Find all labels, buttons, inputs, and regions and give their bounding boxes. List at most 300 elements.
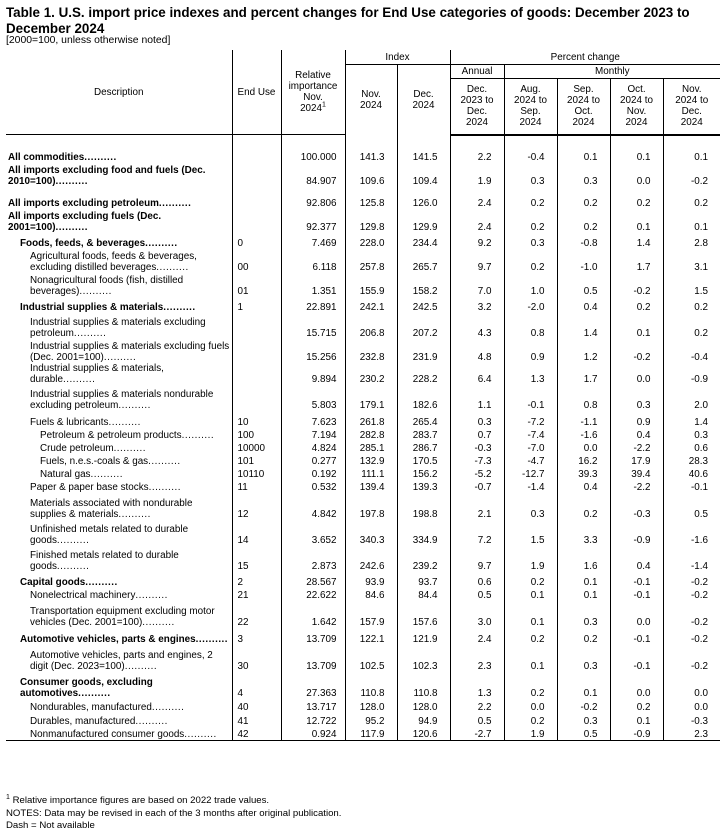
row-end-use-code <box>232 313 281 339</box>
cell-pct-oct-nov: -0.1 <box>610 588 663 601</box>
cell-pct-annual: 0.7 <box>450 428 504 441</box>
cell-pct-aug-sep: -4.7 <box>504 454 557 467</box>
cell-pct-aug-sep: 0.3 <box>504 493 557 520</box>
cell-pct-sep-oct: -1.0 <box>557 249 610 273</box>
table-row <box>6 233 720 249</box>
row-end-use-code: 15 <box>232 546 281 572</box>
cell-pct-annual: -0.7 <box>450 480 504 493</box>
cell-pct-nov-dec: -0.2 <box>663 601 720 628</box>
cell-pct-oct-nov: -0.1 <box>610 645 663 672</box>
row-description <box>6 645 232 672</box>
row-end-use-code: 40 <box>232 699 281 713</box>
cell-index-dec: 141.5 <box>397 135 450 163</box>
cell-pct-oct-nov: 0.2 <box>610 297 663 313</box>
cell-pct-aug-sep: 0.1 <box>504 601 557 628</box>
cell-pct-aug-sep: 0.2 <box>504 572 557 588</box>
cell-pct-nov-dec: -1.4 <box>663 546 720 572</box>
cell-pct-sep-oct: 1.2 <box>557 339 610 363</box>
cell-relative-importance: 1.642 <box>281 601 345 628</box>
cell-pct-sep-oct: -0.2 <box>557 699 610 713</box>
cell-pct-annual: 0.3 <box>450 411 504 428</box>
cell-pct-annual: 7.2 <box>450 520 504 546</box>
cell-pct-oct-nov: -0.9 <box>610 727 663 741</box>
cell-pct-sep-oct: 0.1 <box>557 588 610 601</box>
cell-index-nov: 122.1 <box>345 628 397 645</box>
cell-pct-annual: -2.7 <box>450 727 504 741</box>
cell-relative-importance: 92.377 <box>281 209 345 233</box>
cell-pct-oct-nov: 0.0 <box>610 363 663 385</box>
cell-pct-annual: 0.5 <box>450 713 504 727</box>
row-end-use-code <box>232 135 281 163</box>
row-end-use-code: 10110 <box>232 467 281 480</box>
row-description <box>6 313 232 339</box>
cell-pct-nov-dec: -0.9 <box>663 363 720 385</box>
cell-index-nov: 125.8 <box>345 187 397 209</box>
table-row <box>6 588 720 601</box>
row-end-use-code: 10000 <box>232 441 281 454</box>
row-description-text: Transportation equipment excluding motor vehicles (Dec. 2001=100).......... <box>30 605 215 628</box>
cell-index-dec: 109.4 <box>397 163 450 187</box>
leader-dots: .......... <box>118 399 151 411</box>
header-description: Description <box>6 50 232 135</box>
cell-pct-sep-oct: 0.5 <box>557 727 610 741</box>
cell-index-nov: 257.8 <box>345 249 397 273</box>
cell-pct-sep-oct: 1.7 <box>557 363 610 385</box>
row-description <box>6 187 232 209</box>
row-end-use-code: 101 <box>232 454 281 467</box>
row-end-use-code: 12 <box>232 493 281 520</box>
cell-pct-oct-nov: -0.2 <box>610 273 663 297</box>
row-description <box>6 601 232 628</box>
row-description-text: Durables, manufactured.......... <box>30 715 168 727</box>
leader-dots: .......... <box>148 481 182 493</box>
cell-relative-importance: 4.824 <box>281 441 345 454</box>
row-description-text: Materials associated with nondurable supplies & materials.......... <box>30 497 193 520</box>
cell-index-nov: 111.1 <box>345 467 397 480</box>
cell-relative-importance: 100.000 <box>281 135 345 163</box>
table-row <box>6 187 720 209</box>
cell-pct-nov-dec: 3.1 <box>663 249 720 273</box>
cell-pct-nov-dec: -0.1 <box>663 480 720 493</box>
cell-pct-oct-nov: 17.9 <box>610 454 663 467</box>
cell-index-dec: 228.2 <box>397 363 450 385</box>
cell-index-nov: 110.8 <box>345 672 397 699</box>
cell-relative-importance: 5.803 <box>281 385 345 411</box>
header-monthly: Monthly <box>504 65 720 79</box>
cell-pct-sep-oct: 0.3 <box>557 163 610 187</box>
row-description <box>6 699 232 713</box>
cell-pct-annual: 4.3 <box>450 313 504 339</box>
row-description-text: Fuels, n.e.s.-coals & gas.......... <box>40 455 181 467</box>
cell-pct-sep-oct: 0.3 <box>557 645 610 672</box>
row-description-text: Natural gas.......... <box>40 468 123 480</box>
cell-pct-nov-dec: 2.3 <box>663 727 720 741</box>
header-index-dec: Dec. 2024 <box>397 65 450 135</box>
cell-index-dec: 126.0 <box>397 187 450 209</box>
table-row <box>6 411 720 428</box>
row-end-use-code: 100 <box>232 428 281 441</box>
row-description-text: Industrial supplies & materials excluding petroleum.......... <box>30 316 206 339</box>
cell-index-nov: 129.8 <box>345 209 397 233</box>
cell-pct-sep-oct: 0.1 <box>557 672 610 699</box>
cell-pct-annual: 2.3 <box>450 645 504 672</box>
row-description <box>6 467 232 480</box>
cell-relative-importance: 0.192 <box>281 467 345 480</box>
cell-index-dec: 139.3 <box>397 480 450 493</box>
cell-pct-annual: 9.2 <box>450 233 504 249</box>
row-description <box>6 209 232 233</box>
table-row <box>6 628 720 645</box>
cell-index-dec: 207.2 <box>397 313 450 339</box>
table-row <box>6 713 720 727</box>
header-index-group: Index <box>345 50 450 65</box>
row-end-use-code <box>232 339 281 363</box>
cell-index-dec: 231.9 <box>397 339 450 363</box>
cell-pct-aug-sep: -1.4 <box>504 480 557 493</box>
cell-pct-sep-oct: -1.6 <box>557 428 610 441</box>
cell-index-nov: 117.9 <box>345 727 397 741</box>
leader-dots: .......... <box>62 373 96 385</box>
cell-pct-aug-sep: 1.5 <box>504 520 557 546</box>
leader-dots: .......... <box>135 715 168 727</box>
cell-pct-aug-sep: 0.2 <box>504 249 557 273</box>
cell-pct-aug-sep: -7.2 <box>504 411 557 428</box>
notes-dash: Dash = Not available <box>6 820 95 831</box>
cell-index-dec: 265.4 <box>397 411 450 428</box>
header-pc-annual: Dec. 2023 to Dec. 2024 <box>450 79 504 135</box>
cell-pct-sep-oct: -0.8 <box>557 233 610 249</box>
cell-index-nov: 102.5 <box>345 645 397 672</box>
cell-pct-aug-sep: -7.4 <box>504 428 557 441</box>
row-description-text: Capital goods.......... <box>20 576 118 588</box>
leader-dots: .......... <box>135 589 168 601</box>
cell-index-dec: 198.8 <box>397 493 450 520</box>
cell-index-nov: 84.6 <box>345 588 397 601</box>
row-description <box>6 628 232 645</box>
row-description-text: All imports excluding food and fuels (Dec. 2010=100).......... <box>8 164 206 187</box>
table-row <box>6 385 720 411</box>
cell-pct-aug-sep: -12.7 <box>504 467 557 480</box>
table-row <box>6 645 720 672</box>
row-description <box>6 520 232 546</box>
cell-pct-nov-dec: -0.3 <box>663 713 720 727</box>
cell-pct-sep-oct: 39.3 <box>557 467 610 480</box>
table-row <box>6 363 720 385</box>
table-row <box>6 467 720 480</box>
cell-pct-nov-dec: 0.6 <box>663 441 720 454</box>
cell-pct-oct-nov: 1.4 <box>610 233 663 249</box>
cell-relative-importance: 7.469 <box>281 233 345 249</box>
row-description-text: Industrial supplies & materials excluding fuels (Dec. 2001=100).......... <box>30 340 230 363</box>
row-description-text: Automotive vehicles, parts & engines.......... <box>20 633 229 645</box>
cell-pct-oct-nov: 39.4 <box>610 467 663 480</box>
cell-pct-aug-sep: 0.3 <box>504 233 557 249</box>
cell-pct-aug-sep: 0.2 <box>504 628 557 645</box>
table-row <box>6 672 720 699</box>
cell-pct-nov-dec: 0.2 <box>663 187 720 209</box>
row-end-use-code <box>232 163 281 187</box>
cell-pct-oct-nov: -0.2 <box>610 339 663 363</box>
leader-dots: .......... <box>145 237 178 249</box>
row-end-use-code: 22 <box>232 601 281 628</box>
cell-pct-sep-oct: 0.1 <box>557 135 610 163</box>
table-row <box>6 546 720 572</box>
table-row <box>6 339 720 363</box>
cell-pct-oct-nov: 1.7 <box>610 249 663 273</box>
table-row <box>6 163 720 187</box>
table-row <box>6 727 720 741</box>
table-title: Table 1. U.S. import price indexes and percent changes for End Use categories of goods: December 2023 to December 2024 <box>6 5 690 36</box>
cell-relative-importance: 27.363 <box>281 672 345 699</box>
cell-pct-oct-nov: -0.9 <box>610 520 663 546</box>
cell-pct-annual: -5.2 <box>450 467 504 480</box>
leader-dots: .......... <box>113 442 146 454</box>
cell-pct-annual: 0.6 <box>450 572 504 588</box>
row-description-text: Nonelectrical machinery.......... <box>30 589 168 601</box>
cell-pct-sep-oct: 0.2 <box>557 493 610 520</box>
cell-relative-importance: 15.256 <box>281 339 345 363</box>
cell-pct-sep-oct: 0.3 <box>557 713 610 727</box>
row-end-use-code: 0 <box>232 233 281 249</box>
cell-pct-nov-dec: -0.2 <box>663 572 720 588</box>
cell-pct-sep-oct: 0.5 <box>557 273 610 297</box>
table-row <box>6 601 720 628</box>
header-pc-oct-nov: Oct. 2024 to Nov. 2024 <box>610 79 663 135</box>
cell-pct-aug-sep: -0.4 <box>504 135 557 163</box>
footnote-marker: 1 <box>322 101 326 109</box>
cell-pct-nov-dec: -1.6 <box>663 520 720 546</box>
cell-pct-oct-nov: 0.2 <box>610 699 663 713</box>
cell-pct-aug-sep: 0.2 <box>504 187 557 209</box>
cell-relative-importance: 13.709 <box>281 628 345 645</box>
cell-pct-sep-oct: 0.1 <box>557 572 610 588</box>
cell-pct-oct-nov: -0.1 <box>610 572 663 588</box>
cell-pct-oct-nov: -2.2 <box>610 480 663 493</box>
cell-index-nov: 93.9 <box>345 572 397 588</box>
cell-pct-nov-dec: 0.0 <box>663 699 720 713</box>
cell-relative-importance: 28.567 <box>281 572 345 588</box>
cell-pct-oct-nov: 0.1 <box>610 135 663 163</box>
import-price-table <box>6 50 720 741</box>
row-description-text: Automotive vehicles, parts and engines, 2 digit (Dec. 2023=100).......... <box>30 649 213 672</box>
cell-index-nov: 285.1 <box>345 441 397 454</box>
cell-pct-nov-dec: -0.2 <box>663 588 720 601</box>
cell-index-dec: 286.7 <box>397 441 450 454</box>
row-description <box>6 297 232 313</box>
cell-index-dec: 158.2 <box>397 273 450 297</box>
row-end-use-code: 42 <box>232 727 281 741</box>
leader-dots: .......... <box>148 455 181 467</box>
cell-pct-annual: 7.0 <box>450 273 504 297</box>
row-description-text: Finished metals related to durable goods.......... <box>30 549 179 572</box>
cell-pct-nov-dec: 2.8 <box>663 233 720 249</box>
cell-pct-aug-sep: 0.2 <box>504 672 557 699</box>
cell-pct-nov-dec: -0.2 <box>663 163 720 187</box>
row-end-use-code: 3 <box>232 628 281 645</box>
cell-pct-nov-dec: 0.2 <box>663 297 720 313</box>
cell-relative-importance: 2.873 <box>281 546 345 572</box>
cell-pct-oct-nov: 0.0 <box>610 601 663 628</box>
table-row <box>6 249 720 273</box>
cell-pct-oct-nov: 0.2 <box>610 187 663 209</box>
row-description-text: Petroleum & petroleum products.......... <box>40 429 215 441</box>
cell-index-nov: 242.1 <box>345 297 397 313</box>
header-pc-aug-sep: Aug. 2024 to Sep. 2024 <box>504 79 557 135</box>
cell-pct-annual: 2.4 <box>450 209 504 233</box>
cell-index-dec: 94.9 <box>397 713 450 727</box>
table-row <box>6 572 720 588</box>
row-end-use-code: 00 <box>232 249 281 273</box>
cell-index-nov: 242.6 <box>345 546 397 572</box>
cell-relative-importance: 22.891 <box>281 297 345 313</box>
row-end-use-code: 2 <box>232 572 281 588</box>
cell-pct-sep-oct: 0.2 <box>557 187 610 209</box>
table-row <box>6 428 720 441</box>
leader-dots: .......... <box>79 285 112 297</box>
cell-relative-importance: 6.118 <box>281 249 345 273</box>
row-end-use-code: 14 <box>232 520 281 546</box>
cell-relative-importance: 13.717 <box>281 699 345 713</box>
cell-pct-aug-sep: -2.0 <box>504 297 557 313</box>
cell-index-nov: 282.8 <box>345 428 397 441</box>
leader-dots: .......... <box>184 729 217 740</box>
row-description-text: Industrial supplies & materials.......... <box>20 301 196 313</box>
cell-relative-importance: 92.806 <box>281 187 345 209</box>
leader-dots: .......... <box>151 701 185 713</box>
cell-pct-oct-nov: 0.4 <box>610 428 663 441</box>
cell-pct-annual: 4.8 <box>450 339 504 363</box>
row-description-text: All commodities.......... <box>8 151 117 163</box>
cell-pct-annual: 9.7 <box>450 546 504 572</box>
cell-pct-nov-dec: 1.5 <box>663 273 720 297</box>
table-row <box>6 493 720 520</box>
cell-pct-aug-sep: 0.3 <box>504 163 557 187</box>
cell-pct-oct-nov: 0.9 <box>610 411 663 428</box>
cell-pct-annual: 9.7 <box>450 249 504 273</box>
cell-pct-sep-oct: 0.4 <box>557 297 610 313</box>
cell-index-dec: 93.7 <box>397 572 450 588</box>
cell-index-dec: 182.6 <box>397 385 450 411</box>
cell-index-nov: 155.9 <box>345 273 397 297</box>
row-end-use-code: 21 <box>232 588 281 601</box>
cell-index-dec: 242.5 <box>397 297 450 313</box>
table-row <box>6 454 720 467</box>
cell-index-dec: 265.7 <box>397 249 450 273</box>
leader-dots: .......... <box>156 261 189 273</box>
cell-pct-annual: 2.4 <box>450 628 504 645</box>
leader-dots: .......... <box>56 534 90 546</box>
footnote-1: $^1$ Relative importance figures are based on 2022 trade values. <box>6 793 270 806</box>
row-end-use-code: 01 <box>232 273 281 297</box>
row-end-use-code: 10 <box>232 411 281 428</box>
cell-pct-nov-dec: 28.3 <box>663 454 720 467</box>
leader-dots: .......... <box>84 151 117 163</box>
cell-index-nov: 95.2 <box>345 713 397 727</box>
cell-pct-nov-dec: 0.1 <box>663 209 720 233</box>
cell-pct-oct-nov: 0.4 <box>610 546 663 572</box>
header-annual: Annual <box>450 65 504 79</box>
cell-pct-sep-oct: 0.2 <box>557 209 610 233</box>
cell-pct-annual: 2.2 <box>450 699 504 713</box>
cell-relative-importance: 12.722 <box>281 713 345 727</box>
cell-index-nov: 179.1 <box>345 385 397 411</box>
cell-index-dec: 239.2 <box>397 546 450 572</box>
header-pc-nov-dec: Nov. 2024 to Dec. 2024 <box>663 79 720 135</box>
row-description-text: Nondurables, manufactured.......... <box>30 701 185 713</box>
table-notes <box>6 795 341 833</box>
cell-index-nov: 132.9 <box>345 454 397 467</box>
cell-index-nov: 232.8 <box>345 339 397 363</box>
cell-index-nov: 230.2 <box>345 363 397 385</box>
cell-pct-sep-oct: 3.3 <box>557 520 610 546</box>
row-description <box>6 441 232 454</box>
row-description-text: Unfinished metals related to durable goods.......... <box>30 523 189 546</box>
cell-pct-aug-sep: 0.0 <box>504 699 557 713</box>
row-description <box>6 385 232 411</box>
table-row <box>6 441 720 454</box>
cell-pct-annual: 3.2 <box>450 297 504 313</box>
row-end-use-code: 4 <box>232 672 281 699</box>
leader-dots: .......... <box>78 687 111 699</box>
row-description-text: Consumer goods, excluding automotives.......... <box>20 676 153 699</box>
cell-pct-oct-nov: -0.1 <box>610 628 663 645</box>
cell-pct-nov-dec: -0.4 <box>663 339 720 363</box>
cell-pct-aug-sep: 1.3 <box>504 363 557 385</box>
cell-pct-sep-oct: -1.1 <box>557 411 610 428</box>
cell-pct-oct-nov: 0.0 <box>610 672 663 699</box>
cell-index-dec: 170.5 <box>397 454 450 467</box>
cell-pct-nov-dec: 0.5 <box>663 493 720 520</box>
row-description-text: Nonmanufactured consumer goods.......... <box>30 729 217 740</box>
cell-pct-aug-sep: 0.2 <box>504 209 557 233</box>
table-row <box>6 520 720 546</box>
cell-pct-annual: 2.2 <box>450 135 504 163</box>
leader-dots: .......... <box>90 468 123 480</box>
row-description <box>6 480 232 493</box>
row-description-text: Fuels & lubricants.......... <box>30 416 141 428</box>
cell-index-nov: 197.8 <box>345 493 397 520</box>
cell-index-nov: 109.6 <box>345 163 397 187</box>
cell-pct-aug-sep: 1.9 <box>504 727 557 741</box>
row-description-text: Nonagricultural foods (fish, distilled beverages).......... <box>30 274 184 297</box>
cell-pct-oct-nov: 0.1 <box>610 209 663 233</box>
cell-pct-nov-dec: 0.0 <box>663 672 720 699</box>
cell-pct-aug-sep: 0.9 <box>504 339 557 363</box>
row-description-text: Foods, feeds, & beverages.......... <box>20 237 178 249</box>
leader-dots: .......... <box>118 508 151 520</box>
cell-pct-nov-dec: -0.2 <box>663 628 720 645</box>
row-description-text: Industrial supplies & materials, durable.......... <box>30 362 164 385</box>
cell-index-dec: 129.9 <box>397 209 450 233</box>
row-end-use-code <box>232 385 281 411</box>
table-row <box>6 135 720 163</box>
cell-index-dec: 110.8 <box>397 672 450 699</box>
row-description-text: Industrial supplies & materials nondurable excluding petroleum.......... <box>30 388 214 411</box>
header-relative-importance: Relative importance Nov. 2024$^1$ <box>281 50 345 135</box>
cell-pct-aug-sep: 0.1 <box>504 588 557 601</box>
row-description-text: Crude petroleum.......... <box>40 442 146 454</box>
leader-dots: .......... <box>85 576 118 588</box>
cell-relative-importance: 7.194 <box>281 428 345 441</box>
cell-pct-oct-nov: -0.3 <box>610 493 663 520</box>
leader-dots: .......... <box>195 633 229 645</box>
row-description <box>6 273 232 297</box>
leader-dots: .......... <box>103 351 137 363</box>
table-subtitle: [2000=100, unless otherwise noted] <box>6 35 171 46</box>
header-index-nov: Nov. 2024 <box>345 65 397 135</box>
row-description <box>6 672 232 699</box>
cell-pct-aug-sep: 0.1 <box>504 645 557 672</box>
